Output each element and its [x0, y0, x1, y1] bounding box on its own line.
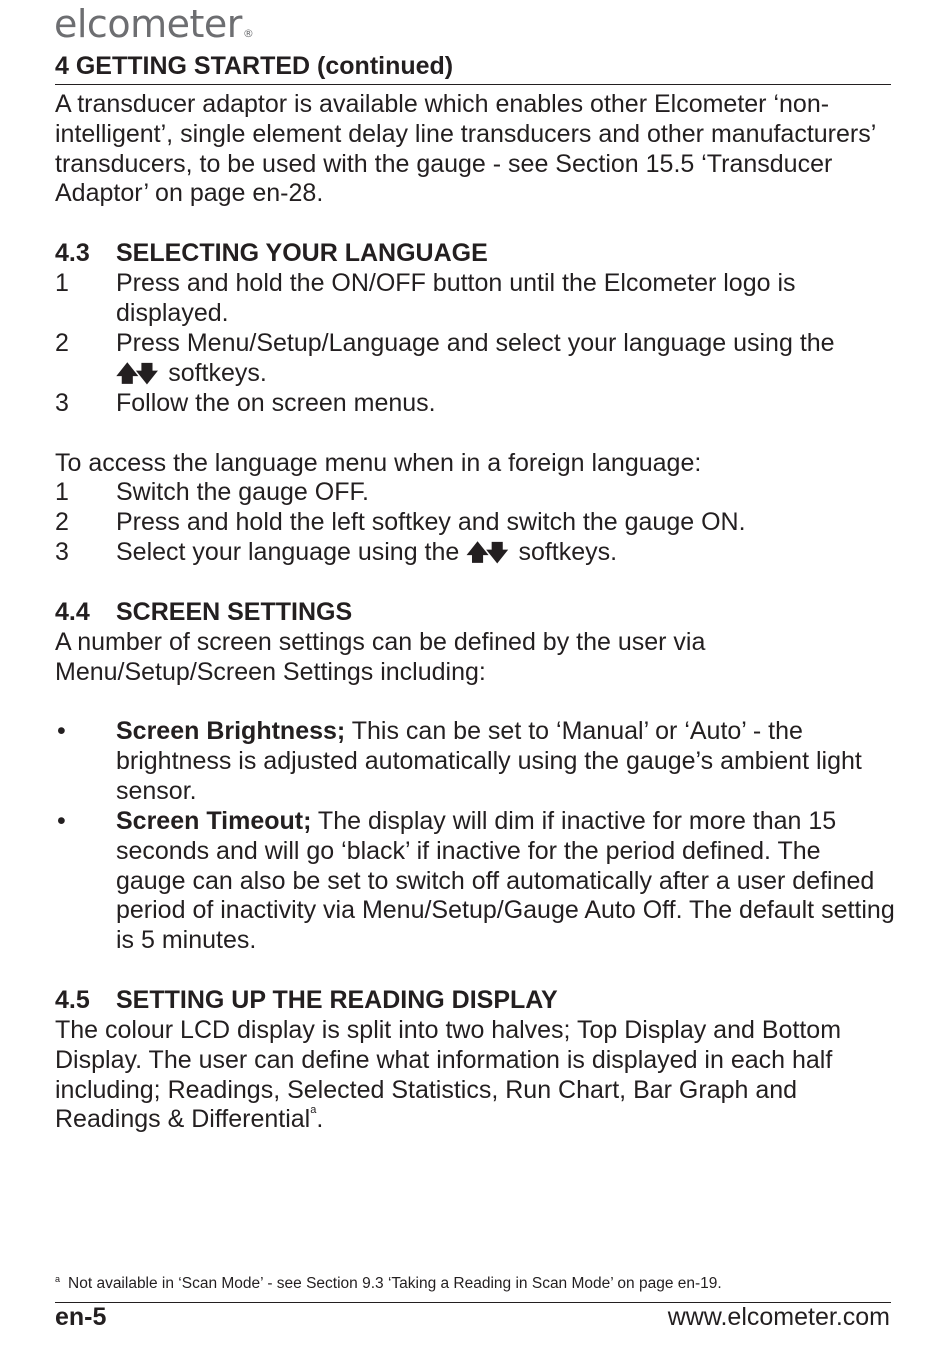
- list-item: [55, 269, 895, 329]
- bullet-text: Screen Brightness; This can be set to ‘Manual’ or ‘Auto’ - the brightness is adjusted automatically using the gauge’s ambient light sensor.: [116, 717, 862, 805]
- term: Screen Brightness;: [116, 717, 346, 745]
- bullet-mark: •: [57, 717, 66, 745]
- page-number: en-5: [55, 1303, 107, 1331]
- footnote-reference: a: [310, 1104, 317, 1117]
- footnote-mark: a: [55, 1274, 61, 1284]
- heading-title: SCREEN SETTINGS: [116, 598, 353, 626]
- heading-number: 4.4: [55, 598, 90, 626]
- step-number: 3: [55, 389, 69, 417]
- bullet-item: [55, 717, 895, 806]
- elcometer-logo: [54, 2, 253, 46]
- registered-mark: ®: [242, 27, 254, 40]
- list-item: [55, 508, 895, 538]
- term: Screen Timeout;: [116, 807, 312, 835]
- step-number: 1: [55, 269, 69, 297]
- step-number: 2: [55, 508, 69, 536]
- step-text: Press and hold the ON/OFF button until the Elcometer logo is displayed.: [116, 269, 796, 327]
- up-down-arrows-icon: 🡅🡇: [116, 360, 156, 386]
- list-item: [55, 478, 895, 508]
- foreign-language-intro: To access the language menu when in a foreign language:: [55, 449, 702, 477]
- website-url: www.elcometer.com: [667, 1303, 890, 1331]
- screen-settings-intro: A number of screen settings can be defined by the user via Menu/Setup/Screen Settings including:: [55, 628, 706, 686]
- bullet-mark: •: [57, 807, 66, 835]
- bullet-text: Screen Timeout; The display will dim if inactive for more than 15 seconds and will go ‘black’ if inactive for the period defined. The gauge can also be set to switch off automatically after a user defined period of inactivity via Menu/Setup/Gauge Auto Off. The default setting is 5 minutes.: [116, 807, 895, 955]
- step-number: 2: [55, 329, 69, 357]
- bullet-item: [55, 807, 895, 956]
- intro-paragraph: A transducer adaptor is available which enables other Elcometer ‘non-intelligent’, single element delay line transducers and other manufacturers’ transducers, to be used with the gauge - see Section 15.5 ‘Transducer Adaptor’ on page en-28.: [55, 90, 876, 208]
- step-number: 3: [55, 538, 69, 566]
- footnote: [55, 1274, 722, 1293]
- list-item: [55, 329, 895, 389]
- logo-text: elcometer: [54, 2, 242, 46]
- up-down-arrows-icon: 🡅🡇: [466, 540, 506, 565]
- step-text: Follow the on screen menus.: [116, 389, 436, 417]
- heading-number: 4.5: [55, 986, 90, 1014]
- list-item: [55, 538, 895, 568]
- step-text: Press Menu/Setup/Language and select your language using the 🡅🡇 softkeys.: [116, 329, 835, 387]
- heading-title: SELECTING YOUR LANGUAGE: [116, 239, 488, 267]
- footnote-text: Not available in ‘Scan Mode’ - see Section 9.3 ‘Taking a Reading in Scan Mode’ on page en-19.: [68, 1275, 722, 1292]
- list-item: [55, 389, 895, 419]
- heading-title: SETTING UP THE READING DISPLAY: [116, 986, 558, 1014]
- heading-4-5: [55, 986, 558, 1016]
- heading-4-3: [55, 239, 488, 269]
- section-title: 4 GETTING STARTED (continued): [55, 52, 454, 80]
- step-text: Press and hold the left softkey and switch the gauge ON.: [116, 508, 746, 536]
- heading-number: 4.3: [55, 239, 90, 267]
- header-divider: [55, 84, 891, 85]
- reading-display-paragraph: The colour LCD display is split into two halves; Top Display and Bottom Display. The user can define what information is displayed in each half including; Readings, Selected Statistics, Run Chart, Bar Graph and Readings & Differential$^a$.: [55, 1016, 842, 1134]
- step-number: 1: [55, 478, 69, 506]
- step-text: Switch the gauge OFF.: [116, 478, 369, 506]
- step-text: Select your language using the 🡅🡇 softkeys.: [116, 538, 618, 566]
- heading-4-4: [55, 598, 352, 628]
